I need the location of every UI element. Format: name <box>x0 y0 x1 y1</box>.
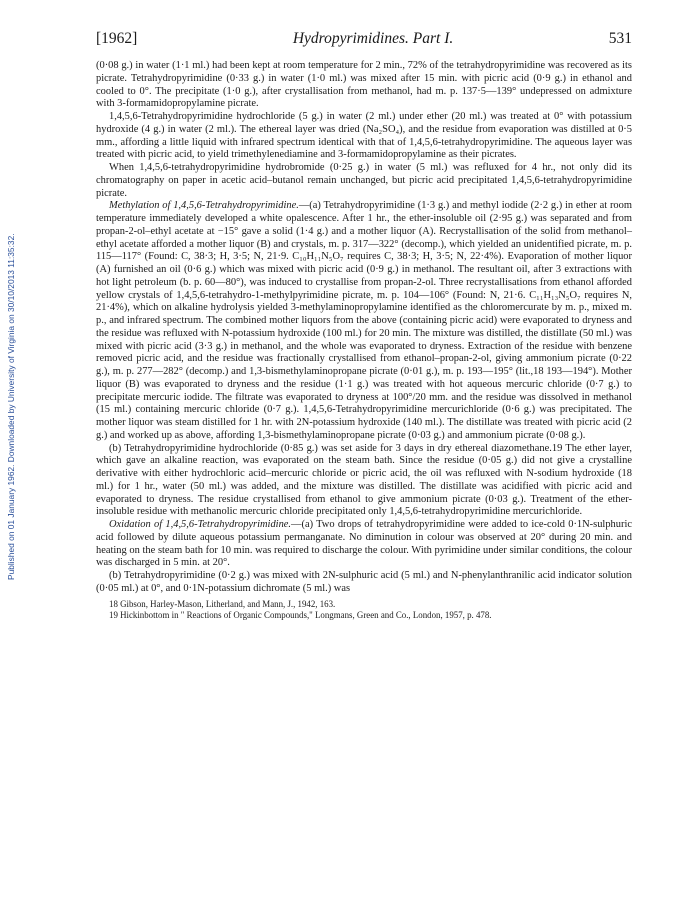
footnote-19: 19 Hickinbottom in " Reactions of Organic Compounds," Longmans, Green and Co., London, 1957, p. 478. <box>109 609 492 620</box>
section-heading: Methylation of 1,4,5,6-Tetrahydropyrimidine. <box>109 200 299 212</box>
footnote-18: 18 Gibson, Harley-Mason, Litherland, and Mann, J., 1942, 163. <box>109 598 336 609</box>
header-page-number: 531 <box>608 30 632 47</box>
download-watermark-text: Published on 01 January 1962. Downloaded by University of Virginia on 30/10/2013 11:35:32. <box>6 233 16 580</box>
paragraph: 1,4,5,6-Tetrahydropyrimidine hydrochloride (5 g.) in water (2 ml.) under ether (20 ml.) was treated at 0° with potassium hydroxide (4 g.) in water (2 ml.). The ethereal layer was dried (Na₂SO₄), and the residue from evaporation was distilled at 0·5 mm., affording a little liquid with infrared spectrum identical with that of 1,4,5,6-tetrahydropyrimidine. The aqueous layer was treated with picric acid, to yield trimethylenediamine and 3-formamidopropylamine as their picrates. <box>96 111 632 161</box>
paragraph: (b) Tetrahydropyrimidine (0·2 g.) was mixed with 2N-sulphuric acid (5 ml.) and N-phenylanthranilic acid indicator solution (0·05 ml.) at 0°, and 0·1N-potassium dichromate (5 ml.) was <box>96 570 632 594</box>
article-body <box>96 60 632 596</box>
section-heading: Oxidation of 1,4,5,6-Tetrahydropyrimidine. <box>109 519 292 530</box>
download-watermark <box>6 150 18 580</box>
header-year: [1962] <box>96 30 138 47</box>
paragraph-oxidation <box>96 519 632 570</box>
footnotes <box>96 599 632 621</box>
journal-page <box>96 30 632 621</box>
paragraph: When 1,4,5,6-tetrahydropyrimidine hydrobromide (0·25 g.) in water (5 ml.) was refluxed for 4 hr., not only did its chromatography on paper in acetic acid–butanol remain unchanged, but picric acid precipitated 1,4,5,6-tetrahydropyrimidine picrate. <box>96 162 632 199</box>
header-title: Hydropyrimidines. Part I. <box>292 30 454 47</box>
paragraph: (b) Tetrahydropyrimidine hydrochloride (0·85 g.) was set aside for 3 days in dry ethereal diazomethane.19 The ether layer, which gave an alkaline reaction, was evaporated on the steam bath. Since the residue (0·05 g.) did not give a crystalline derivative with either hydrochloric acid–mercuric chloride or picric acid, the oil was refluxed with N-sodium hydroxide (18 ml.) for 1 hr., water (50 ml.) was added, and the mixture was distilled. The distillate was acidified with picric acid and evaporated to dryness. The residue crystallised from ethanol to give ammonium picrate (0·03 g.). Treatment of the ether-insoluble residue with methanolic mercuric chloride precipitated only 1,4,5,6-tetrahydropyrimidine mercurichloride. <box>96 442 632 518</box>
paragraph: (0·08 g.) in water (1·1 ml.) had been kept at room temperature for 2 min., 72% of the tetrahydropyrimidine was recovered as its picrate. Tetrahydropyrimidine (0·33 g.) in water (1·0 ml.) was mixed after 15 min. with picric acid (0·9 g.) in ethanol and cooled to 0°. The precipitate (1·0 g.), after crystallisation from methanol, had m. p. 137·5—139° undepressed on admixture with 3-formamidopropylamine picrate. <box>96 60 632 110</box>
paragraph-text: —(a) Two drops of tetrahydropyrimidine were added to ice-cold 0·1N-sulphuric acid followed by dilute aqueous potassium permanganate. No diminution in colour was observed at 20° during 20 min. and heating on the steam bath for 10 min. was required to discharge the colour. With pyrimidine under similar conditions, the colour was discharged in 5 min. at 20°. <box>96 519 632 569</box>
paragraph-text: —(a) Tetrahydropyrimidine (1·3 g.) and methyl iodide (2·2 g.) in ether at room temperature immediately developed a white opalescence. After 1 hr., the ether-insoluble oil (2·95 g.) was separated and from propan-2-ol–ethyl acetate at −15° gave a solid (1·4 g.) and a mother liquor (A). Recrystallisation of the solid from methanol–ethyl acetate afforded a mother liquor (B) and crystals, m. p. 317—322° (decomp.), which yielded an unidentified picrate, m. p. 115—117° (Found: C, 38·3; H, 3·5; N, 21·9. C₁₀H₁₁N₅O₇ requires C, 38·3; H, 3·5; N, 22·4%). Evaporation of mother liquor (A) furnished an oil (0·6 g.) which was mixed with picric acid (0·9 g.) in methanol. The resultant oil, after 3 extractions with hot light petroleum (b. p. 60—80°), was induced to crystallise from propan-2-ol. Three recrystallisations from ethanol afforded yellow crystals of 1,4,5,6-tetrahydro-1-methylpyrimidine picrate, m. p. 104—106° (Found: N, 21·6. C₁₁H₁₃N₅O₇ requires N, 21·4%), which on alkaline hydrolysis yielded 3-methylaminopropylamine identified as the chloromercurate by m. p., mixed m. p., and infrared spectrum. The combined mother liquors from the above (containing picric acid) were evaporated to dryness and the residue was refluxed with N-potassium hydroxide (100 ml.) for 20 min. The mixture was distilled, the distillate (50 ml.) was mixed with picric acid (3·3 g.) in methanol, and the whole was evaporated to dryness. Extraction of the residue with benzene removed picric acid, and the residue was fractionally crystallised from ethanol–propan-2-ol, giving ammonium picrate (0·22 g.), m. p. 277—282° (decomp.) and 1,3-bismethylaminopropane picrate (0·01 g.), m. p. 193—195° (lit.,18 193—194°). Mother liquor (B) was evaporated to dryness and the residue (1·1 g.) was treated with hot aqueous mercuric chloride (0·7 g.) to precipitate mercuric iodide. The filtrate was evaporated to dryness at 100°/20 mm. and the residue was dissolved in methanol (15 ml.) containing mercuric chloride (0·7 g.). 1,4,5,6-Tetrahydropyrimidine mercurichloride (0·6 g.) was precipitated. The mother liquor was steam distilled for 1 hr. with 2N-potassium hydroxide (140 ml.). The distillate was treated with picric acid (2 g.) and worked up as above, affording 1,3-bismethylaminopropane picrate (0·03 g.) and ammonium picrate (0·08 g.). <box>96 200 632 441</box>
running-header <box>96 30 632 56</box>
paragraph-methylation <box>96 200 632 442</box>
